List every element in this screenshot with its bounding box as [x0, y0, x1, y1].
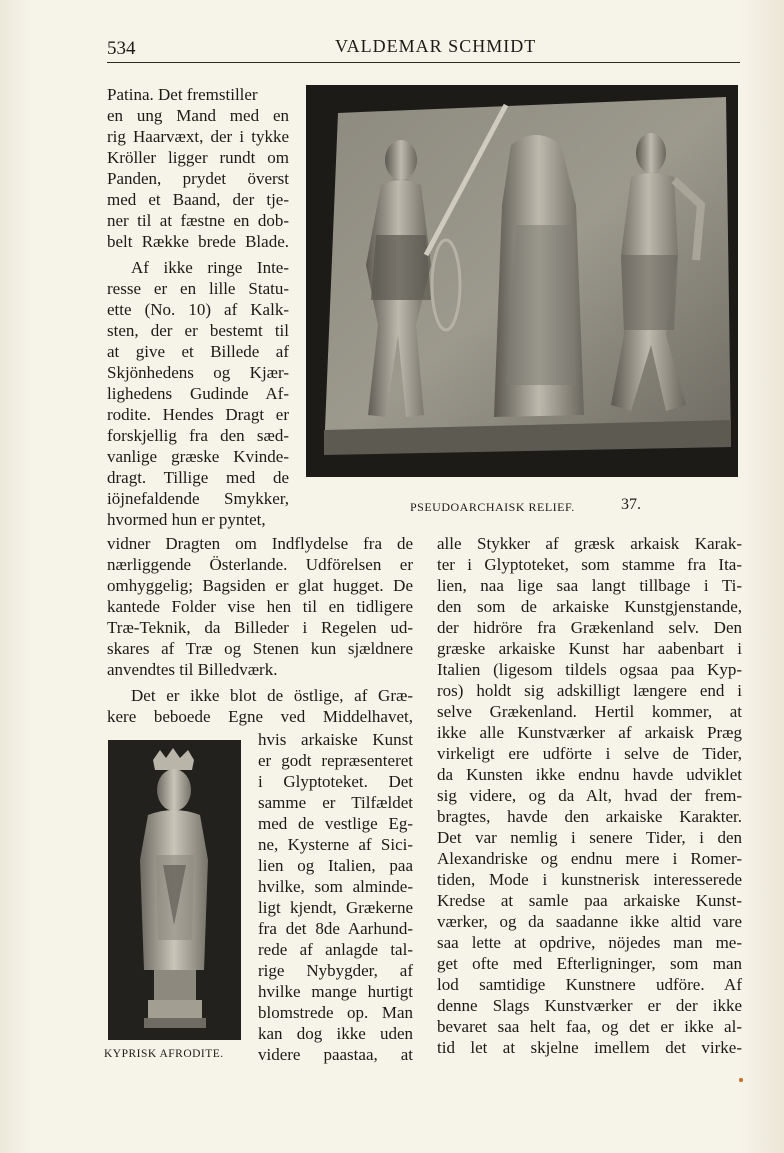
text-line: med de vestlige Eg- [258, 814, 413, 833]
text-line: Det var nemlig i senere Tider, i den [437, 828, 742, 847]
text-line: rede af anlagde tal- [258, 940, 413, 959]
text-line: tiden, Mode i kunstnerisk interesserede [437, 870, 742, 889]
text-line: Det er ikke blot de östlige, af Græ- [131, 686, 413, 705]
text-line: resse er en lille Statu- [107, 279, 289, 298]
text-line: ter i Glyptoteket, som stamme fra Ita- [437, 555, 742, 574]
relief-caption: PSEUDOARCHAISK RELIEF. [410, 500, 575, 514]
text-line: Træ-Teknik, da Billeder i Regelen ud- [107, 618, 413, 637]
text-line: forskjellig fra den sæd- [107, 426, 289, 445]
text-line: ner til at fæstne en dob- [107, 211, 289, 230]
text-line: tid let at skjelne imellem det virke- [437, 1038, 742, 1057]
text-line: hvilke mange hurtigt [258, 982, 413, 1001]
text-line: saa lette at opdrive, nöjedes man me- [437, 933, 742, 952]
text-line: iöjnefaldende Smykker, [107, 489, 289, 508]
running-title: VALDEMAR SCHMIDT [335, 36, 537, 56]
text-line: Skjönhedens og Kjær- [107, 363, 289, 382]
text-line: rodite. Hendes Dragt er [107, 405, 289, 424]
text-line: videre paastaa, at [258, 1045, 413, 1064]
text-line: Panden, prydet överst [107, 169, 289, 188]
text-line: ikke alle Kunstværker af arkaisk Præg [437, 723, 742, 742]
text-line: bragtes, havde den arkaiske Karakter. [437, 807, 742, 826]
text-line: rige Nybygder, af [258, 961, 413, 980]
text-line: værker, og da saadanne ikke altid vare [437, 912, 742, 931]
text-line: ligt kjendt, Grækerne [258, 898, 413, 917]
text-line: kere beboede Egne ved Middelhavet, [107, 707, 413, 726]
text-line: en ung Mand med en [107, 106, 289, 125]
text-line: sig videre, og da Alt, hvad der frem- [437, 786, 742, 805]
text-line: med et Baand, der tje- [107, 190, 289, 209]
text-line: selve Grækenland. Hertil kommer, at [437, 702, 742, 721]
text-line: alle Stykker af græsk arkaisk Karak- [437, 534, 742, 553]
text-line: omhyggelig; Bagsiden er glat hugget. De [107, 576, 413, 595]
aphrodite-image [108, 740, 241, 1040]
aphrodite-caption: KYPRISK AFRODITE. [104, 1048, 224, 1060]
text-line: nærliggende Österlande. Udförelsen er [107, 555, 413, 574]
text-line: Kröller ligger rundt om [107, 148, 289, 167]
text-line: Alexandriske og endnu mere i Romer- [437, 849, 742, 868]
text-line: sten, der er bestemt til [107, 321, 289, 340]
text-line: blomstrede op. Man [258, 1003, 413, 1022]
text-line: anvendtes til Billedværk. [107, 660, 278, 679]
text-line: da Kunsten ikke endnu havde udviklet [437, 765, 742, 784]
text-line: er godt repræsenteret [258, 751, 413, 770]
text-line: ros) holdt sig adskilligt længere end i [437, 681, 742, 700]
relief-photo [306, 85, 738, 477]
text-line: vidner Dragten om Indflydelse fra de [107, 534, 413, 553]
text-line: get ofte med Efterligninger, som man [437, 954, 742, 973]
text-line: hvis arkaiske Kunst [258, 730, 413, 749]
text-line: virkeligt ere udförte i selve de Tider, [437, 744, 742, 763]
text-line: lod samtidige Kunstnere udföre. Af [437, 975, 742, 994]
text-line: Patina. Det fremstiller [107, 85, 258, 104]
text-line: Kredse at samle paa arkaiske Kunst- [437, 891, 742, 910]
text-line: fra det 8de Aarhund- [258, 919, 413, 938]
text-line: samme er Tilfældet [258, 793, 413, 812]
aphrodite-photo [108, 740, 241, 1040]
text-line: bevaret saa helt faa, og det er ikke al- [437, 1017, 742, 1036]
text-line: i Glyptoteket. Det [258, 772, 413, 791]
text-line: lien, naa lige saa langt tillbage i Ti- [437, 576, 742, 595]
text-line: ette (No. 10) af Kalk- [107, 300, 289, 319]
text-line: at give et Billede af [107, 342, 289, 361]
page-number: 534 [107, 38, 136, 59]
relief-image [306, 85, 738, 477]
text-line: kan dog ikke uden [258, 1024, 413, 1043]
text-line: dragt. Tillige med de [107, 468, 289, 487]
text-line: Af ikke ringe Inte- [131, 258, 289, 277]
figure-number: 37. [621, 496, 641, 513]
header-rule [107, 62, 740, 63]
text-line: kantede Folder vise hen til en tidligere [107, 597, 413, 616]
text-line: denne Slags Kunstværker er der ikke [437, 996, 742, 1015]
text-line: rig Haarvæxt, der i tykke [107, 127, 289, 146]
ink-spot [739, 1078, 743, 1082]
text-line: den som de arkaiske Kunstgjenstande, [437, 597, 742, 616]
text-line: lien og Italien, paa [258, 856, 413, 875]
text-line: vanlige græske Kvinde- [107, 447, 289, 466]
text-line: hvilke, som alminde- [258, 877, 413, 896]
text-line: lighedens Gudinde Af- [107, 384, 289, 403]
text-line: Italien (ligesom tildels ogsaa paa Kyp- [437, 660, 742, 679]
text-line: der hidröre fra Grækenland selv. Den [437, 618, 742, 637]
text-line: ne, Kysterne af Sici- [258, 835, 413, 854]
text-line: hvormed hun er pyntet, [107, 510, 266, 529]
text-line: græske arkaiske Kunst har aabenbart i [437, 639, 742, 658]
text-line: belt Række brede Blade. [107, 232, 289, 251]
text-line: skares af Træ og Stenen kun sjældnere [107, 639, 413, 658]
